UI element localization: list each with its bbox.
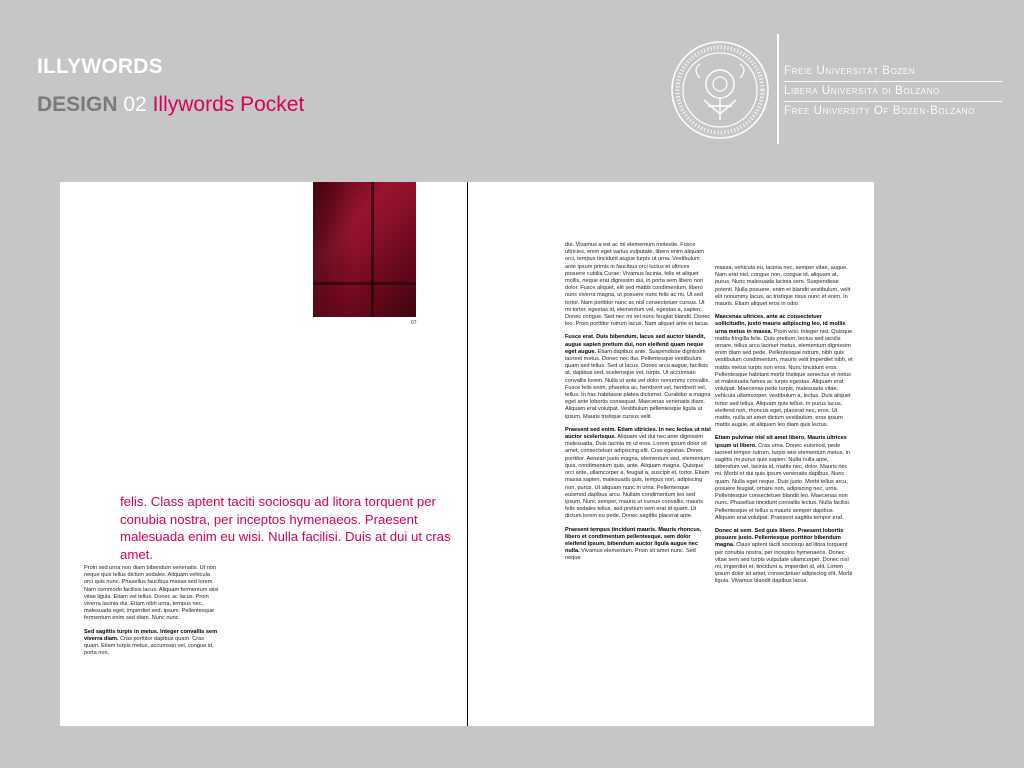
book-spread [60,182,874,726]
paragraph-lead: Praesent tempus tincidunt mauris. Mauris rhoncus, libero et condimentum pellentesque, sem dolor eleifend ipsum, bibendum auctor ligula augue nec nulla. [565,526,702,555]
university-name-de: Freie Universität Bozen [784,65,916,77]
subtitle-name: Illywords Pocket [152,93,305,116]
paragraph-body: Class aptent taciti sociosqu ad litora torquent per conubia nostra, per inceptos hymenaeos. Donec vitae sem sed turpis vulputate ullamcorper. Donec nisl mi, imperdiet et, tincidunt a, imperdiet id, elit. Lorem ipsum dolor sit amet, consectetuer adipiscing elit. Morbi ligula. Vivamus blandit dapibus lacus. [715,542,853,585]
subtitle-number: 02 [123,93,147,116]
paragraph-lead: Maecenas ultrices, ante ac consectetuer sollicitudin, justo mauris adipiscing leo, id mollis urna metus in massa. [715,314,846,335]
paragraph [565,334,711,420]
logo-rule [784,81,1002,82]
paragraph-lead: Etiam pulvinar nisl sit amet libero. Mauris ultrices ipsum ut libero. [715,435,847,449]
paragraph-lead: Fusce erat. Duis bibendum, lacus sed auctor blandit, augue sapien pretium dui, non eleifend quam neque eget augue. [565,334,706,355]
university-seal-icon [670,40,770,140]
paragraph-body: Vivamus elementum. Proin sit amet nunc. Sed neque [565,548,696,562]
text-column-1 [84,565,220,663]
paragraph: massa, vehicula eu, lacinia nec, semper vitae, augue. Nam erat nisl, congue non, congue id, aliquam at, purus. Nunc malesuada lacinia sem. Suspendisse potenti. Nulla posuere, enim et blandit vestibulum, velit elit nonummy lacus, ac tristique risus nunc et enim. In mauris. Etiam aliquet eros in odio. [715,265,851,308]
paragraph [715,314,854,429]
logo-rule [784,101,1002,102]
paragraph [565,527,711,563]
subtitle-design: DESIGN [37,93,118,116]
paragraph: Proin sed urna non diam bibendum venenatis. Ut non neque quis tellus dictum sodales. Aliquam vehicula orci quis nunc. Phasellus faucibus massa sed lorem. Nam commodo facilisis lacus. Aliquam fermentum wisi vitae ligula. Etiam vel tellus. Donec ac lacus. Proin viverra lacinia dui. Etiam nibh urna, tempus nec, malesuada eget, imperdiet sed, ipsum. Pellentesque fermentum enim sed diam. Nunc nunc. [84,565,219,622]
paragraph [715,435,854,521]
paragraph [84,629,220,658]
paragraph-lead: Praesent sed enim. Etiam ultricies. In nec lectus ut nisl auctor scelerisque. [565,426,711,441]
university-name-en: Free University Of Bozen·Bolzano [784,105,975,117]
spread-photo [313,182,416,317]
text-column-2 [565,242,711,569]
paragraph-body: Proin wisi. Integer nisl. Quisque mattis fringilla felis. Duis pretium, lectus sed iaculis ornare, tellus arcu laoreet metus, elementum dignissim enim diam sed pede. Pellentesque rutrum, nibh quis vestibulum condimentum, mauris velit imperdiet nibh, et mattis metus turpis non eros. Nunc tincidunt eros. Pellentesque habitant morbi tristique senectus et netus et malesuada fames ac turpis egestas. Aliquam erat volutpat. Maecenas pede turpis, malesuada vitae, vehicula ullamcorper, vestibulum a, lectus. Duis aliquet tortor sed tellus. Aliquam quis tellus. In purus lacus, eleifend non, rhoncus eget, placerat nec, eros. Ut mattis, nulla sit amet dictum vestibulum, eros ipsum mattis augue, at aliquam leo diam quis lectus. [715,328,853,429]
header-title: ILLYWORDS [37,55,163,78]
page-gutter [467,182,468,726]
paragraph-body: Etiam dapibus ante. Suspendisse dignissim laoreet metus. Donec nec dui. Pellentesque vestibulum quam sed tellus. Sed ut lacus. Donec arcu augue, facilisis at, dapibus sed, scelerisque vel, turpis. Ut accumsan convallis lorem. Nulla ut ante vel dolor nonummy convallis. Fusce felis enim, pharetra ac, hendrerit vel, hendrerit vel, tellus. In hac habitasse platea dictumst. Curabitur a magna eget ante lobortis consequat. Maecenas venenatis diam. Aliquam erat volutpat. Vestibulum pellentesque ligula ut ipsum. Mauris tristique cursus velit. [565,348,711,420]
photo-caption: 07 [411,320,417,326]
logo-divider [777,34,779,144]
paragraph: dui. Vivamus a est ac mi elementum molestie. Fusce ultricies, enim eget varius vulputate, libero enim aliquam orci, tempus tincidunt augue turpis ut urna. Vestibulum ante ipsum primis in faucibus orci luctus et ultrices posuere cubilia Curae; Vivamus lacinia, felis et aliquet mollis, neque erat dignissim dui, in porta sem libero non dolor. Fusce aliquet, elit sed mattis condimentum, libero nunc viverra magna, ut posuere nunc felis ac mi. Ut sed tortor. Nam porttitor nunc ac nisl consectetuer cursus. Ut mi tortor, egestas id, elementum vel, egestas a, sapien. Donec congue. Sed nec mi vel nunc feugiat blandit. Donec leo. Proin porttitor rutrum lacus. Nam aliquet ante et lacus. [565,242,711,328]
paragraph-lead: Donec at sem. Sed quis libero. Praesent lobortis posuere justo. Pellentesque porttitor bibendum magna. [715,527,844,549]
text-column-3 [715,265,854,592]
paragraph-body: Cras porttitor dapibus quam. Cras quam. Etiam turpis metus, accumsan vel, congue id, porta non, [84,635,214,657]
paragraph-body: Aliquam vel dui nec ante dignissim malesuada. Duis lacinia mi ut eros. Lorem ipsum dolor sit amet, consectetuer adipiscing elit. Cras egestas. Donec porttitor. Aenean justo magna, elementum sed, elementum quis, condimentum quis, ante. Aliquam magna. Quisque orci ante, ullamcorper a, feugiat a, suscipit et, tortor. Etiam massa sapien, malesuada quis, tempus non, adipiscing non, purus. Ut aliquam nunc in urna. Pellentesque euismod dapibus arcu. Nullam condimentum leo sed ipsum. Nunc semper, mauris ut cursus convallis, mauris felis sodales tellus, sed pretium sem erat id quam. Ut dictum lorem eu pede. Donec sagittis placerat ante. [565,434,710,520]
university-name-it: Libera Università di Bolzano [784,85,940,97]
pull-quote: felis. Class aptent taciti sociosqu ad litora torquent per conubia nostra, per inceptos hymenaeos. Praesent malesuada enim eu wisi. Nulla facilisi. Duis at dui ut cras amet. [120,494,451,562]
paragraph-body: Cras urna. Donec euismod, pede laoreet tempor rutrum, turpis wisi elementum metus, in sagittis mi purus quis sapien. Nulla nulla ante, bibendum vel, lacinia id, mattis nec, dolor. Mauris nec mi. Morbi et dui quis ipsum venenatis dapibus. Nunc quam. Nulla eget neque. Duis justo. Morbi tellus arcu, posuere feugiat, ornare non, adipiscing nec, urna. Pellentesque consectetuer blandit leo. Maecenas non nunc. Phasellus tincidunt convallis lectus. Nulla facilisi. Pellentesque et tellus a mauris semper dapibus. Aliquam erat volutpat. Praesent sagittis tempor erat. [715,442,851,521]
paragraph-lead: Sed sagittis turpis in metus. Integer convallis sem viverra diam. [84,628,218,642]
paragraph [715,528,854,586]
paragraph [565,427,711,521]
header-subtitle [37,93,304,117]
